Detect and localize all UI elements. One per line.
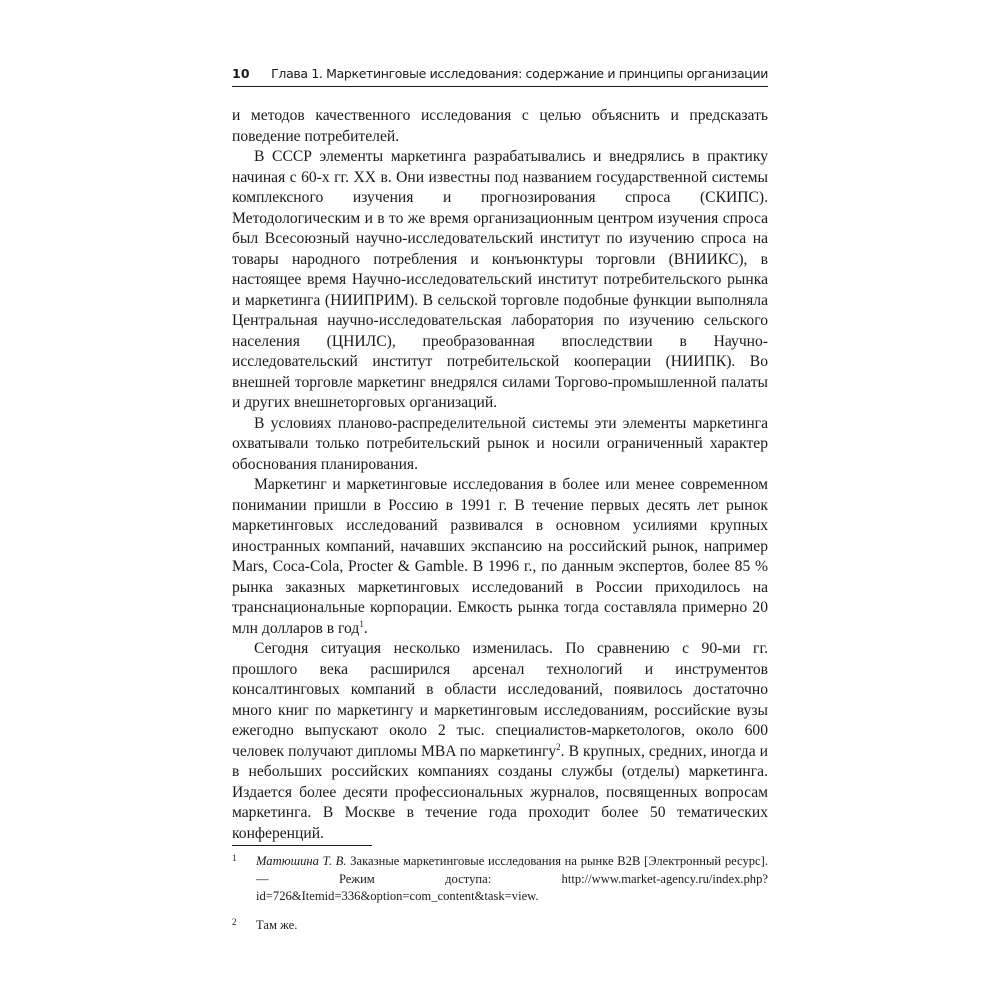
paragraph-5 [232, 639, 768, 844]
running-head [232, 62, 768, 87]
paragraph-1: и методов качественного исследования с целью объяснить и предсказать поведение потребителей. [232, 107, 768, 145]
paragraph-5-text-a: Сегодня ситуация несколько изменилась. По сравнению с 90-ми гг. прошлого века расширился арсенал технологий и инструментов консалтинговых компаний в области исследований, появилось достаточно много книг по маркетингу и маркетинговым исследованиям, российские вузы ежегодно выпускают около 2 тыс. специалистов-маркетологов, около 600 человек получают дипломы MBA по маркетингу [232, 640, 768, 760]
footnotes [232, 853, 768, 945]
footnote-1-author: Матюшина Т. В. [256, 854, 347, 868]
footnote-ref-1: 1 [359, 618, 364, 629]
paragraph-2: В СССР элементы маркетинга разрабатывались и внедрялись в практику начиная с 60-х гг. XX в. Они известны под названием государственной системы комплексного изучения и прогнозирования спроса (СКИПС). Методологическим и в то же время организационным центром изучения спроса был Всесоюзный научно-исследовательский институт по изучению спроса на товары народного потребления и конъюнктуры торговли (ВНИИКС), в настоящее время Научно-исследовательский институт потребительского рынка и маркетинга (НИИПРИМ). В сельской торговле подобные функции выполняла Центральная научно-исследовательская лаборатория по изучению сельского населения (ЦНИЛС), преобразованная впоследствии в Научно-исследовательский институт потребительской кооперации (НИИПК). Во внешней торговле маркетинг внедрялся силами Торгово-промышленной палаты и других внешнеторговых организаций. [232, 148, 768, 411]
footnote-ref-2: 2 [556, 741, 561, 752]
footnote-2 [232, 917, 768, 935]
book-page [232, 0, 768, 1000]
footnote-1 [232, 853, 768, 906]
paragraph-4-text: Маркетинг и маркетинговые исследования в более или менее современном понимании пришли в Россию в 1991 г. В течение первых десять лет рынок маркетинговых исследований развивался в основном усилиями крупных иностранных компаний, начавших экспансию на российский рынок, например Mars, Coca-Cola, Procter & Gamble. В 1996 г., по данным экспертов, более 85 % рынка заказных маркетинговых исследований в России приходилось на транснациональные корпорации. Емкость рынка тогда составляла примерно 20 млн долларов в год [232, 476, 768, 637]
footnote-1-mark: 1 [232, 853, 237, 863]
paragraph-4: Маркетинг и маркетинговые исследования в более или менее современном понимании пришли в Россию в 1991 г. В течение первых десять лет рынок маркетинговых исследований развивался в основном усилиями крупных иностранных компаний, начавших экспансию на российский рынок, например Mars, Coca-Cola, Procter & Gamble. В 1996 г., по данным экспертов, более 85 % рынка заказных маркетинговых исследований в России приходилось на транснациональные корпорации. Емкость рынка тогда составляла примерно 20 млн долларов в год$^1$. [232, 476, 768, 637]
footnote-2-text: Там же. [256, 917, 298, 932]
paragraph-5-text-b: . В крупных, средних, иногда и в небольших российских компаниях созданы службы (отделы) маркетинга. Издается более десяти профессиональных журналов, посвященных вопросам маркетинга. В Москве в течение года проходит более 50 тематических конференций. [232, 742, 768, 842]
paragraph-3: В условиях планово-распределительной системы эти элементы маркетинга охватывали только потребительский рынок и носили ограниченный характер обоснования планирования. [232, 414, 768, 473]
page-number: 10 [232, 66, 250, 81]
footnote-2-mark: 2 [232, 916, 237, 927]
footnote-1-text: Заказные маркетинговые исследования на рынке B2B [Электронный ресурс]. — Режим доступа: http://www.market-agency.ru/index.php?id=726&Itemid=336&option=com_content&task=view. [256, 854, 768, 903]
footnote-divider [232, 845, 372, 846]
chapter-title: Глава 1. Маркетинговые исследования: содержание и принципы организации [271, 66, 768, 81]
body-text [232, 106, 768, 844]
